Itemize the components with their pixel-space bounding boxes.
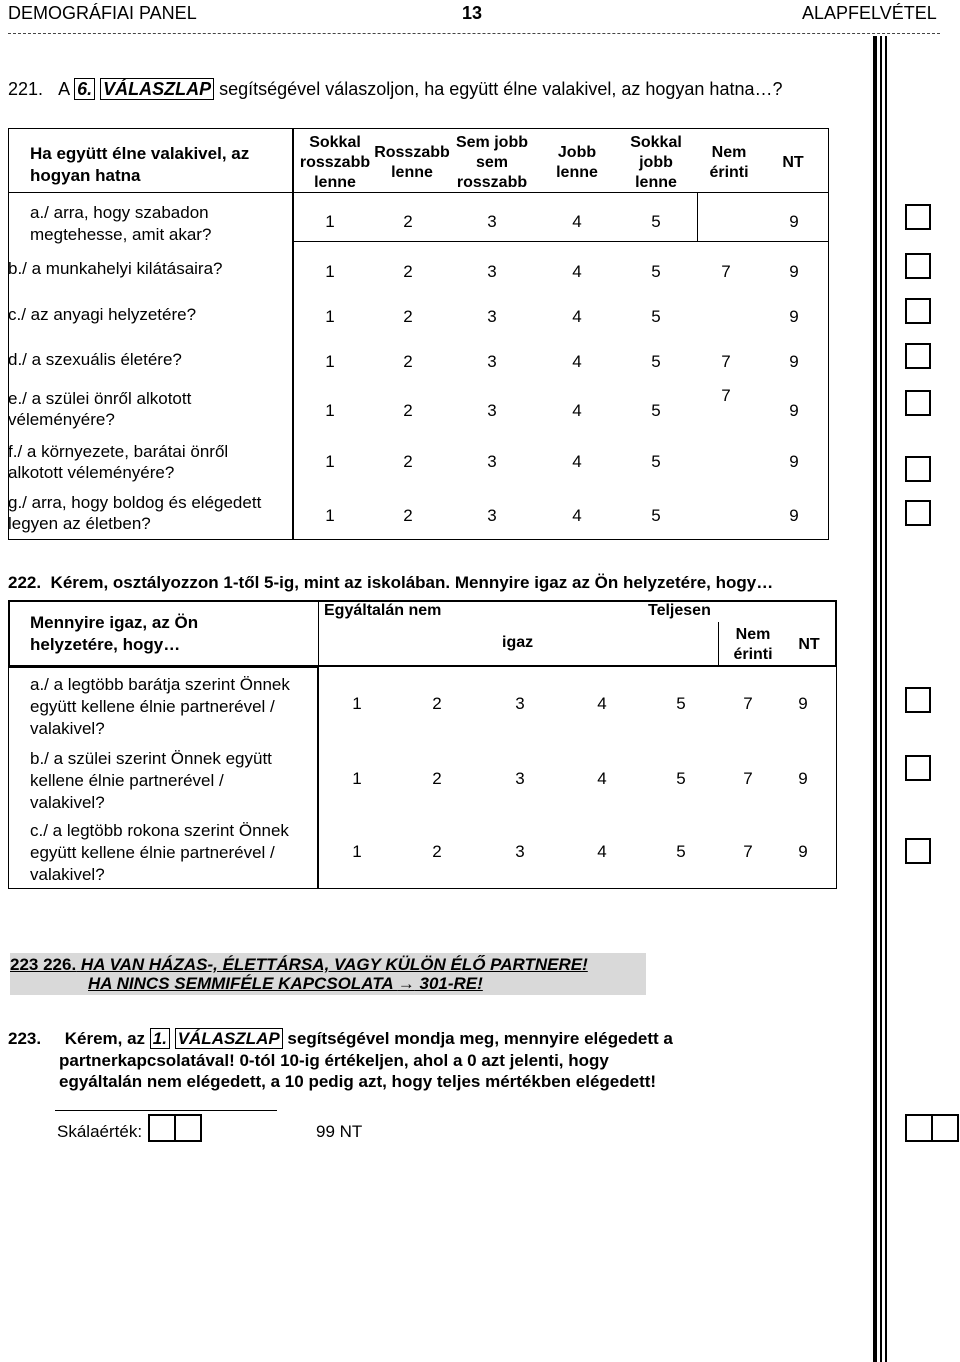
q221-code: 4 bbox=[572, 262, 582, 281]
q222-nem-divider bbox=[718, 622, 719, 667]
q221-code: 3 bbox=[487, 307, 497, 326]
q221-code: 2 bbox=[403, 452, 413, 471]
q221-row-b-label: b./ a munkahelyi kilátásaira? bbox=[8, 259, 223, 278]
q221-code: 2 bbox=[403, 401, 413, 420]
q221-d-answer-box[interactable] bbox=[905, 343, 931, 369]
q221-code: 1 bbox=[325, 307, 335, 326]
q221-col-7: NT bbox=[782, 154, 804, 171]
q221-code: 9 bbox=[789, 212, 799, 231]
q221-code: 5 bbox=[651, 506, 661, 525]
q222-code: 5 bbox=[676, 769, 686, 788]
q221-code: 4 bbox=[572, 212, 582, 231]
q223-nt-code: 99 NT bbox=[316, 1122, 363, 1141]
q221-g-answer-box[interactable] bbox=[905, 500, 931, 526]
q222-code: 1 bbox=[352, 694, 362, 713]
q221-code: 4 bbox=[572, 307, 582, 326]
q222-code: 7 bbox=[743, 842, 753, 861]
q221-code: 7 bbox=[721, 262, 731, 281]
q221-code: 2 bbox=[403, 262, 413, 281]
q222-code: 2 bbox=[432, 842, 442, 861]
q222-code: 3 bbox=[515, 694, 525, 713]
q221-col-2: Rosszabb lenne bbox=[374, 144, 450, 181]
q221-code: 1 bbox=[325, 401, 335, 420]
q221-code: 5 bbox=[651, 452, 661, 471]
q221-code: 4 bbox=[572, 352, 582, 371]
q221-col-5: Sokkal jobb lenne bbox=[630, 134, 682, 191]
q223-scale-label: Skálaérték: bbox=[57, 1122, 143, 1141]
q223-card-num: 1. bbox=[150, 1028, 170, 1049]
q221-code: 1 bbox=[325, 352, 335, 371]
q221-body-frame bbox=[292, 128, 829, 540]
q223-prefix: Kérem, az bbox=[64, 1029, 150, 1048]
q223-line-2: partnerkapcsolatával! 0-tól 10-ig értékeljen, ahol a 0 azt jelenti, hogy bbox=[59, 1051, 609, 1070]
q222-code: 2 bbox=[432, 694, 442, 713]
q222-code: 1 bbox=[352, 842, 362, 861]
q221-row-f-label: f./ a környezete, barátai önről alkotott véleményére? bbox=[8, 442, 229, 482]
q221-code: 3 bbox=[487, 262, 497, 281]
q221-code: 5 bbox=[651, 352, 661, 371]
filter-line-2 bbox=[88, 974, 483, 994]
q222-text: Kérem, osztályozzon 1-től 5-ig, mint az iskolában. Mennyire igaz az Ön helyzetére, hogy… bbox=[50, 573, 774, 592]
q222-code: 4 bbox=[597, 769, 607, 788]
q221-code: 2 bbox=[403, 352, 413, 371]
q221-code: 3 bbox=[487, 506, 497, 525]
q221-card-name: VÁLASZLAP bbox=[100, 78, 214, 100]
filter-line-1 bbox=[10, 955, 588, 975]
q221-row-g-label: g./ arra, hogy boldog és elégedett legyen az életben? bbox=[8, 493, 262, 533]
q223-number: 223. bbox=[8, 1029, 42, 1048]
q222-scale-right: Teljesen bbox=[648, 602, 711, 619]
q221-code: 9 bbox=[789, 452, 799, 471]
page-number: 13 bbox=[462, 3, 483, 23]
q223-rule bbox=[55, 1110, 277, 1111]
q222-row-c-label: c./ a legtöbb rokona szerint Önnek együtt kellene élnie partnerével / valakivel? bbox=[30, 821, 289, 884]
q221-row-e-label: e./ a szülei önről alkotott véleményére? bbox=[8, 389, 192, 429]
q221-code: 3 bbox=[487, 352, 497, 371]
q221-prefix: A bbox=[58, 79, 70, 99]
q222-scale-left: Egyáltalán nem bbox=[324, 602, 442, 619]
header-left: DEMOGRÁFIAI PANEL bbox=[8, 3, 197, 23]
q221-code: 7 bbox=[721, 352, 731, 371]
q221-col-label: Ha együtt élne valakivel, az hogyan hatna bbox=[30, 144, 250, 185]
q221-code: 2 bbox=[403, 506, 413, 525]
q222-code: 7 bbox=[743, 769, 753, 788]
q222-code: 5 bbox=[676, 694, 686, 713]
q221-code: 9 bbox=[789, 307, 799, 326]
q221-e-answer-box[interactable] bbox=[905, 390, 931, 416]
q223-answer-box-2[interactable] bbox=[931, 1114, 959, 1142]
q222-question bbox=[8, 573, 773, 593]
q221-code: 1 bbox=[325, 262, 335, 281]
q221-code: 9 bbox=[789, 352, 799, 371]
q221-row-d-label: d./ a szexuális életére? bbox=[8, 350, 182, 369]
q221-card-num: 6. bbox=[74, 78, 95, 100]
q222-row-b-label: b./ a szülei szerint Önnek együtt kellene élnie partnerével / valakivel? bbox=[30, 749, 272, 812]
q221-code: 2 bbox=[403, 307, 413, 326]
filter-text-1: HA VAN HÁZAS-, ÉLETTÁRSA, VAGY KÜLÖN ÉLŐ PARTNERE! bbox=[76, 955, 588, 974]
q222-code: 4 bbox=[597, 842, 607, 861]
q221-col-4: Jobb lenne bbox=[556, 144, 598, 181]
q221-suffix: segítségével válaszoljon, ha együtt élne valakivel, az hogyan hatna…? bbox=[214, 79, 783, 99]
q221-row-c-label: c./ az anyagi helyzetére? bbox=[8, 305, 197, 324]
q222-scale-mid: igaz bbox=[502, 634, 534, 651]
q222-code: 9 bbox=[798, 842, 808, 861]
q221-code: 5 bbox=[651, 212, 661, 231]
header-rule bbox=[8, 33, 940, 34]
q221-code: 4 bbox=[572, 401, 582, 420]
q221-col-1: Sokkal rosszabb lenne bbox=[299, 134, 371, 191]
q222-code: 2 bbox=[432, 769, 442, 788]
q222-code: 7 bbox=[743, 694, 753, 713]
q221-number: 221. bbox=[8, 79, 44, 99]
q223-scale-box-2[interactable] bbox=[174, 1114, 202, 1142]
q221-a-answer-box[interactable] bbox=[905, 204, 931, 230]
q221-code: 5 bbox=[651, 307, 661, 326]
q222-code: 5 bbox=[676, 842, 686, 861]
q221-code: 3 bbox=[487, 212, 497, 231]
q223-line-3: egyáltalán nem elégedett, a 10 pedig azt, hogy teljes mértékben elégedett! bbox=[59, 1072, 657, 1091]
q221-code: 4 bbox=[572, 506, 582, 525]
q222-b-answer-box[interactable] bbox=[905, 755, 931, 781]
q221-col-6: Nem érinti bbox=[709, 144, 749, 181]
q221-code: 1 bbox=[325, 212, 335, 231]
filter-range: 223 226. bbox=[10, 955, 77, 974]
q222-code: 3 bbox=[515, 769, 525, 788]
q222-row-a-label: a./ a legtöbb barátja szerint Önnek együtt kellene élnie partnerével / valakivel? bbox=[30, 675, 290, 738]
q221-b-answer-box[interactable] bbox=[905, 253, 931, 279]
filter-text-2a: HA NINCS SEMMIFÉLE KAPCSOLATA bbox=[88, 974, 398, 993]
q222-col-nt: NT bbox=[798, 636, 820, 653]
q221-f-answer-box[interactable] bbox=[905, 456, 931, 482]
q221-code: 5 bbox=[651, 262, 661, 281]
q221-code: 3 bbox=[487, 401, 497, 420]
q222-c-answer-box[interactable] bbox=[905, 838, 931, 864]
q222-code: 3 bbox=[515, 842, 525, 861]
q223-card-name: VÁLASZLAP bbox=[175, 1028, 283, 1049]
arrow-right-icon: → bbox=[397, 974, 415, 993]
q221-code: 9 bbox=[789, 401, 799, 420]
q222-code: 9 bbox=[798, 694, 808, 713]
margin-bar-3 bbox=[885, 36, 887, 1362]
header-right: ALAPFELVÉTEL bbox=[802, 3, 937, 23]
q221-question bbox=[8, 79, 783, 100]
q222-col-nem: Nem érinti bbox=[733, 626, 773, 663]
q222-a-answer-box[interactable] bbox=[905, 687, 931, 713]
filter-text-2b: 301-RE! bbox=[414, 974, 483, 993]
q221-code: 9 bbox=[789, 506, 799, 525]
q221-code: 1 bbox=[325, 452, 335, 471]
q222-number: 222. bbox=[8, 573, 42, 592]
q221-code: 5 bbox=[651, 401, 661, 420]
q223-text-1: segítségével mondja meg, mennyire elégedett a bbox=[282, 1029, 673, 1048]
margin-bar-2 bbox=[880, 36, 882, 1362]
q221-code: 3 bbox=[487, 452, 497, 471]
q221-col-3: Sem jobb sem rosszabb bbox=[455, 134, 528, 191]
q222-code: 1 bbox=[352, 769, 362, 788]
q223-scale-box-1[interactable] bbox=[148, 1114, 176, 1142]
q222-col-label: Mennyire igaz, az Ön helyzetére, hogy… bbox=[30, 613, 199, 654]
q221-code: 9 bbox=[789, 262, 799, 281]
q221-code: 1 bbox=[325, 506, 335, 525]
q223-answer-box-1[interactable] bbox=[905, 1114, 933, 1142]
margin-bar-1 bbox=[873, 36, 877, 1362]
q222-code: 9 bbox=[798, 769, 808, 788]
q221-code: 7 bbox=[721, 386, 731, 405]
q221-c-answer-box[interactable] bbox=[905, 298, 931, 324]
q221-code: 4 bbox=[572, 452, 582, 471]
q221-code: 2 bbox=[403, 212, 413, 231]
q223-line-1 bbox=[8, 1029, 673, 1049]
q222-code: 4 bbox=[597, 694, 607, 713]
q221-nem-divider bbox=[697, 192, 829, 242]
q221-row-a-label: a./ arra, hogy szabadon megtehesse, amit akar? bbox=[30, 203, 212, 244]
